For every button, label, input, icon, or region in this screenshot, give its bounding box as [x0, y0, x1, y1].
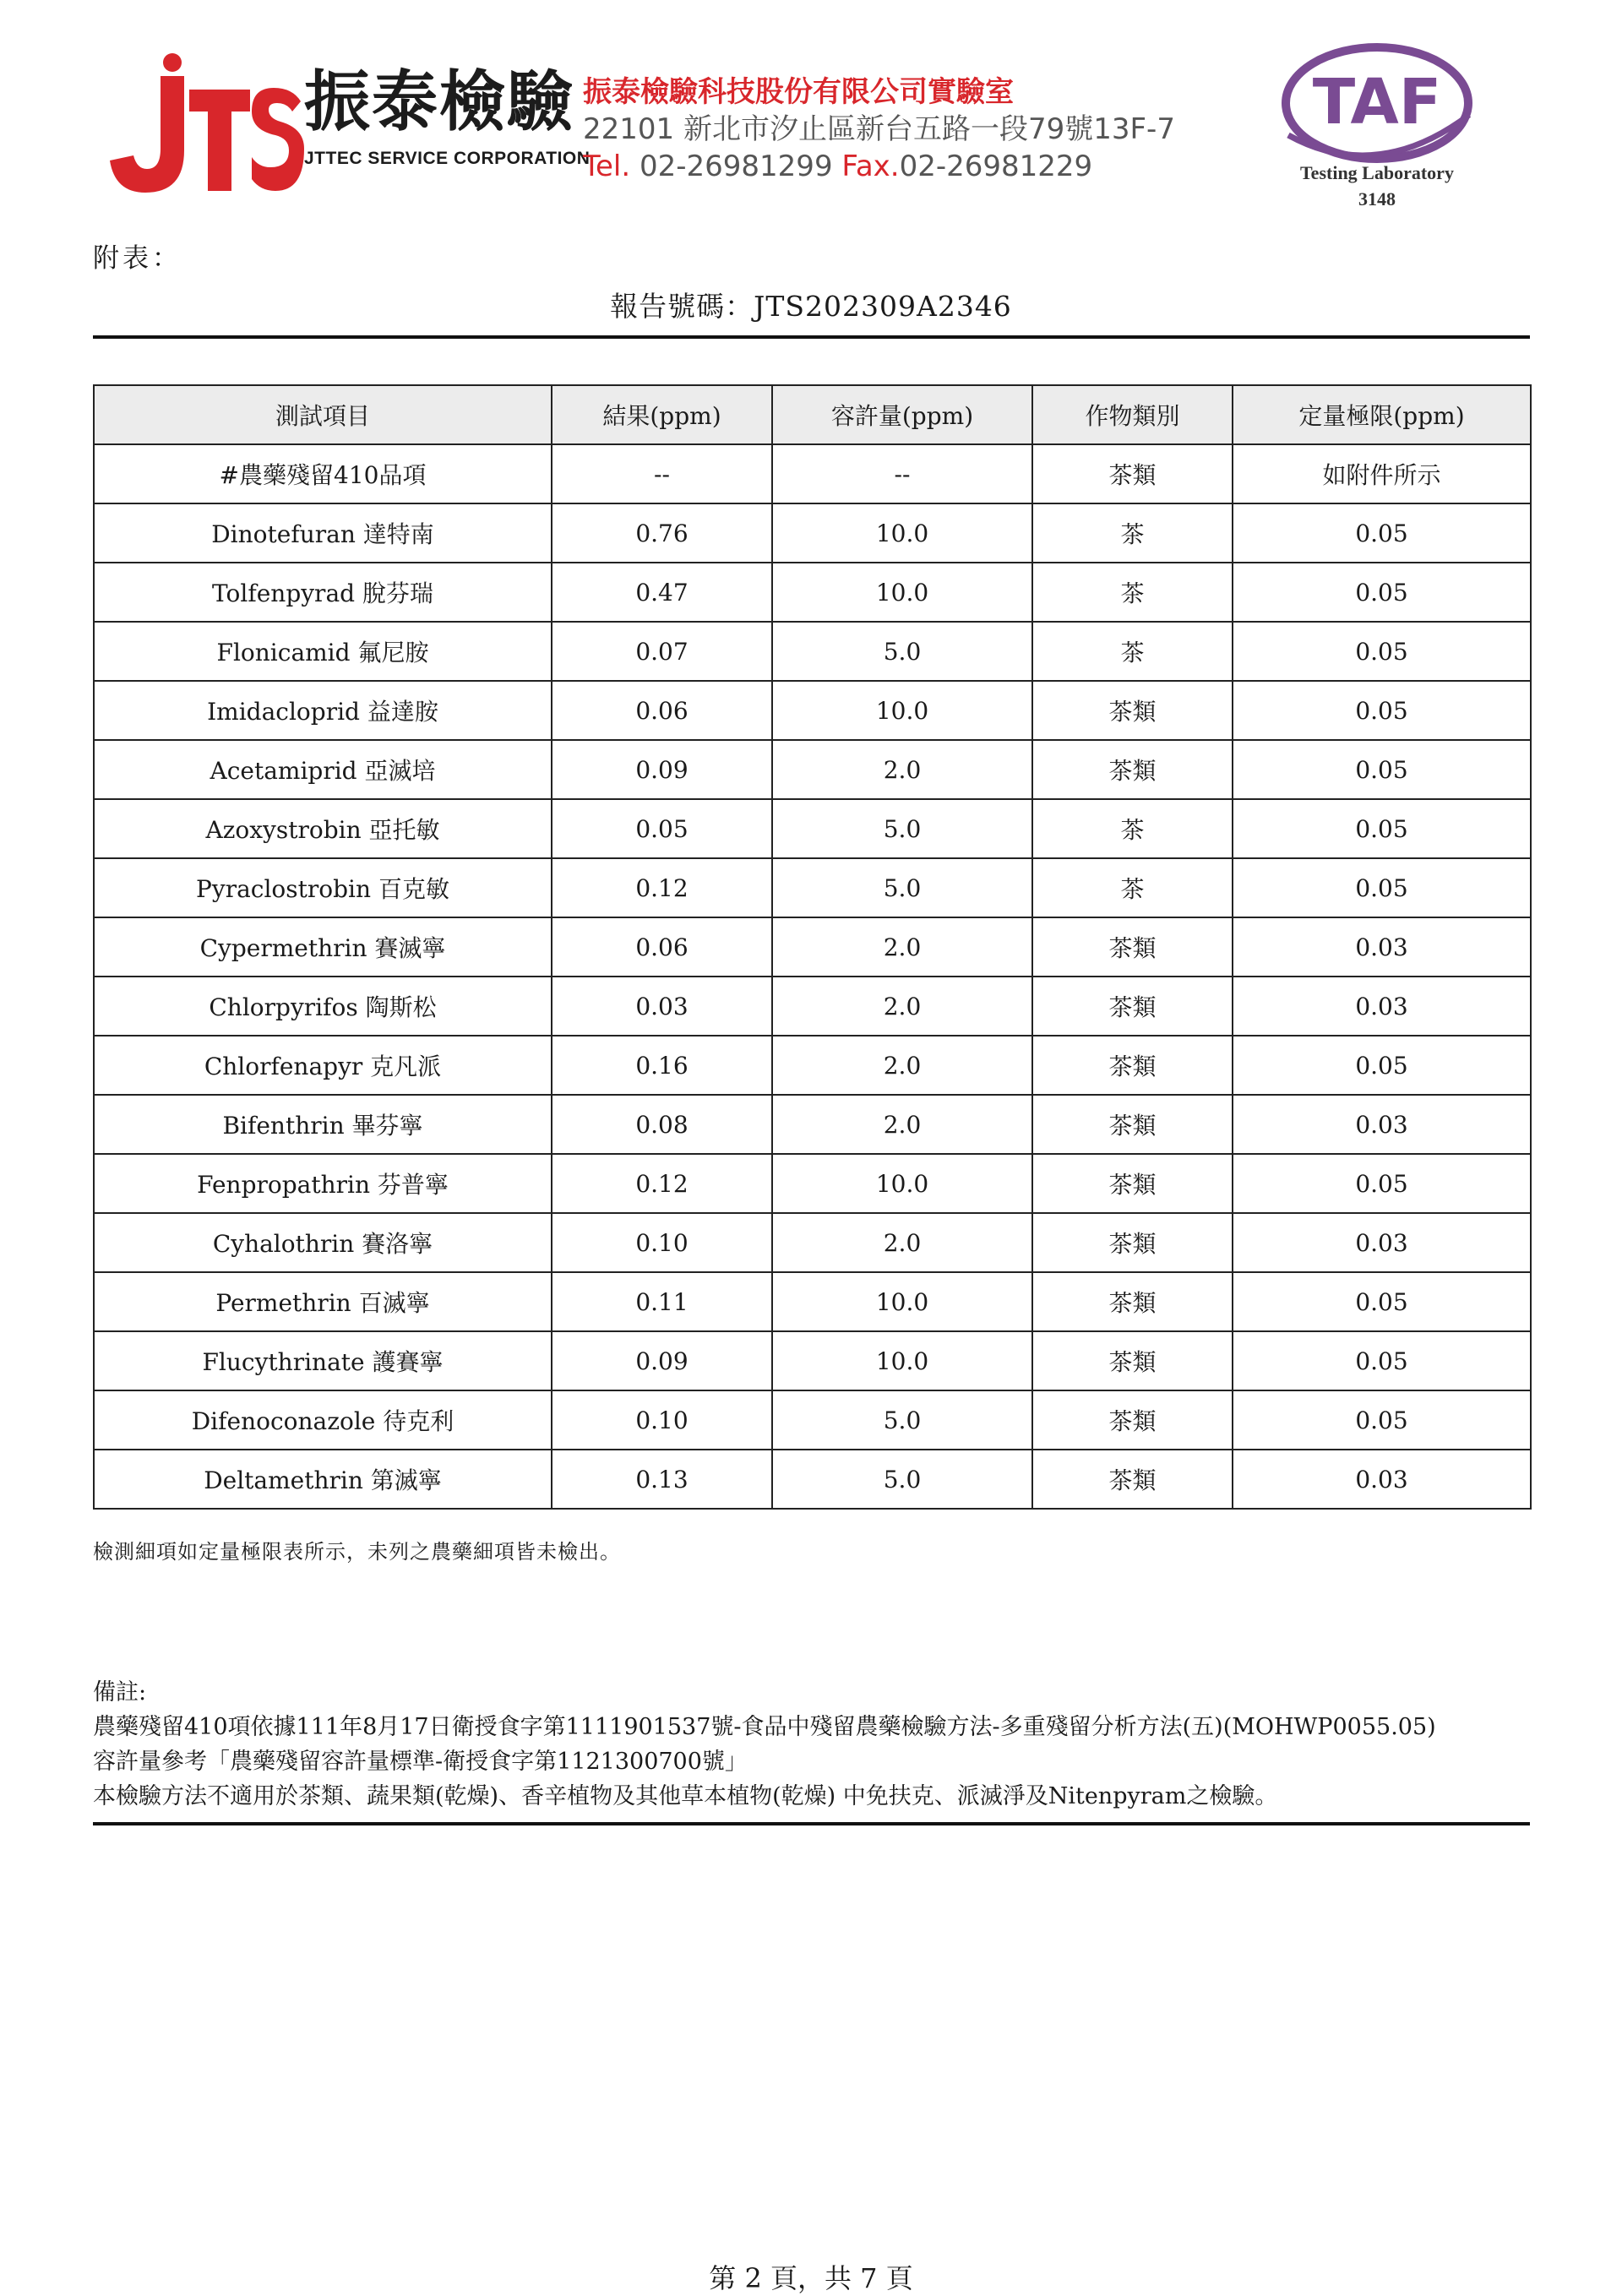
table-row: [94, 1272, 1531, 1331]
table-row: [94, 1450, 1531, 1509]
results-table: [93, 384, 1532, 1510]
cell-crop-category: 茶類: [1032, 1450, 1233, 1509]
cell-crop-category: 茶類: [1032, 1154, 1233, 1213]
cell-quantification-limit: 0.05: [1233, 563, 1531, 622]
remarks-line-exclusion: 本檢驗方法不適用於茶類、蔬果類(乾燥)、香辛植物及其他草本植物(乾燥) 中免扶克、派滅淨及Nitenpyram之檢驗。: [93, 1783, 1278, 1809]
cell-crop-category: 茶: [1032, 799, 1233, 858]
cell-quantification-limit: 0.05: [1233, 799, 1531, 858]
cell-result: 0.08: [552, 1095, 772, 1154]
header-crop-category: 作物類別: [1032, 385, 1233, 444]
cell-tolerance: 10.0: [772, 503, 1032, 563]
cell-tolerance: 10.0: [772, 681, 1032, 740]
cell-crop-category: 茶類: [1032, 917, 1233, 977]
cell-tolerance: 5.0: [772, 1450, 1032, 1509]
brand-name: 振泰檢驗: [304, 64, 575, 140]
cell-test-item: Difenoconazole 待克利: [94, 1390, 552, 1450]
taf-logo-text: TAF: [1312, 66, 1442, 139]
cell-test-item: Deltamethrin 第滅寧: [94, 1450, 552, 1509]
cell-test-item: Cyhalothrin 賽洛寧: [94, 1213, 552, 1272]
cell-tolerance: 2.0: [772, 1036, 1032, 1095]
header-test-item: 測試項目: [94, 385, 552, 444]
cell-test-item: Pyraclostrobin 百克敏: [94, 858, 552, 917]
cell-result: 0.16: [552, 1036, 772, 1095]
cell-quantification-limit: 0.03: [1233, 917, 1531, 977]
cell-test-item: Acetamiprid 亞滅培: [94, 740, 552, 799]
table-row: [94, 740, 1531, 799]
cell-crop-category: 茶類: [1032, 1095, 1233, 1154]
cell-result: 0.03: [552, 977, 772, 1036]
remarks-divider: [93, 1822, 1530, 1825]
cell-quantification-limit: 0.05: [1233, 681, 1531, 740]
table-row: [94, 977, 1531, 1036]
cell-test-item: Flucythrinate 護賽寧: [94, 1331, 552, 1390]
cell-result: 0.13: [552, 1450, 772, 1509]
cell-quantification-limit: 0.03: [1233, 977, 1531, 1036]
remarks-line-tolerance-reference: 容許量參考「農藥殘留容許量標準-衛授食字第1121300700號」: [93, 1749, 748, 1775]
taf-caption-text: Testing Laboratory: [1300, 162, 1454, 183]
cell-quantification-limit: 如附件所示: [1233, 444, 1531, 503]
company-block: [583, 74, 1225, 185]
taf-caption: [1250, 161, 1504, 213]
table-row: [94, 1331, 1531, 1390]
cell-test-item: Permethrin 百滅寧: [94, 1272, 552, 1331]
table-row: [94, 1036, 1531, 1095]
cell-quantification-limit: 0.05: [1233, 858, 1531, 917]
cell-test-item: #農藥殘留410品項: [94, 444, 552, 503]
cell-quantification-limit: 0.05: [1233, 1272, 1531, 1331]
cell-result: 0.09: [552, 1331, 772, 1390]
cell-test-item: Fenpropathrin 芬普寧: [94, 1154, 552, 1213]
cell-tolerance: 2.0: [772, 977, 1032, 1036]
table-row: [94, 858, 1531, 917]
cell-result: 0.10: [552, 1390, 772, 1450]
cell-crop-category: 茶: [1032, 503, 1233, 563]
table-header-row: [94, 385, 1531, 444]
fax-label: Fax.: [841, 149, 900, 183]
cell-quantification-limit: 0.03: [1233, 1213, 1531, 1272]
letterhead: [93, 34, 1529, 228]
cell-crop-category: 茶類: [1032, 740, 1233, 799]
cell-tolerance: 10.0: [772, 563, 1032, 622]
cell-result: 0.12: [552, 1154, 772, 1213]
taf-number: 3148: [1358, 188, 1396, 209]
cell-result: 0.76: [552, 503, 772, 563]
cell-result: 0.11: [552, 1272, 772, 1331]
cell-tolerance: 2.0: [772, 740, 1032, 799]
table-row: [94, 622, 1531, 681]
tel-number: 02-26981299: [639, 149, 833, 183]
cell-tolerance: --: [772, 444, 1032, 503]
jts-logo: [101, 51, 304, 211]
cell-tolerance: 10.0: [772, 1272, 1032, 1331]
cell-quantification-limit: 0.05: [1233, 1154, 1531, 1213]
company-address: 22101 新北市汐止區新台五路一段79號13F-7: [583, 112, 1175, 146]
cell-crop-category: 茶類: [1032, 1390, 1233, 1450]
cell-result: 0.06: [552, 681, 772, 740]
cell-tolerance: 2.0: [772, 1095, 1032, 1154]
table-row: [94, 503, 1531, 563]
tel-label: Tel.: [583, 149, 631, 183]
cell-quantification-limit: 0.05: [1233, 1036, 1531, 1095]
remarks-line-method: 農藥殘留410項依據111年8月17日衛授食字第1111901537號-食品中殘留農藥檢驗方法-多重殘留分析方法(五)(MOHWP0055.05): [93, 1714, 1436, 1740]
cell-quantification-limit: 0.03: [1233, 1450, 1531, 1509]
cell-result: 0.12: [552, 858, 772, 917]
cell-quantification-limit: 0.03: [1233, 1095, 1531, 1154]
cell-test-item: Chlorpyrifos 陶斯松: [94, 977, 552, 1036]
cell-test-item: Flonicamid 氟尼胺: [94, 622, 552, 681]
cell-quantification-limit: 0.05: [1233, 740, 1531, 799]
cell-tolerance: 2.0: [772, 1213, 1032, 1272]
page-number: 第 2 頁，共 7 頁: [709, 2262, 913, 2294]
cell-tolerance: 10.0: [772, 1331, 1032, 1390]
appendix-label: 附表：: [93, 243, 182, 274]
cell-tolerance: 10.0: [772, 1154, 1032, 1213]
cell-quantification-limit: 0.05: [1233, 1390, 1531, 1450]
cell-crop-category: 茶: [1032, 622, 1233, 681]
cell-crop-category: 茶類: [1032, 681, 1233, 740]
report-number: 報告號碼：JTS202309A2346: [610, 290, 1012, 323]
cell-test-item: Cypermethrin 賽滅寧: [94, 917, 552, 977]
header-result: 結果(ppm): [552, 385, 772, 444]
brand-subtitle: JTTEC SERVICE CORPORATION: [304, 149, 591, 168]
cell-crop-category: 茶類: [1032, 1213, 1233, 1272]
table-row: [94, 681, 1531, 740]
cell-crop-category: 茶類: [1032, 1331, 1233, 1390]
cell-test-item: Dinotefuran 達特南: [94, 503, 552, 563]
cell-quantification-limit: 0.05: [1233, 1331, 1531, 1390]
cell-tolerance: 5.0: [772, 799, 1032, 858]
fax-number: 02-26981229: [899, 149, 1093, 183]
company-name: 振泰檢驗科技股份有限公司實驗室: [583, 75, 1014, 109]
cell-result: 0.06: [552, 917, 772, 977]
cell-result: 0.09: [552, 740, 772, 799]
table-row: [94, 1213, 1531, 1272]
cell-tolerance: 2.0: [772, 917, 1032, 977]
cell-quantification-limit: 0.05: [1233, 622, 1531, 681]
remarks-title: 備註:: [93, 1679, 147, 1706]
cell-crop-category: 茶類: [1032, 1036, 1233, 1095]
cell-test-item: Tolfenpyrad 脫芬瑞: [94, 563, 552, 622]
remarks-section: [93, 1675, 1436, 1814]
cell-test-item: Chlorfenapyr 克凡派: [94, 1036, 552, 1095]
table-footnote: 檢測細項如定量極限表所示，未列之農藥細項皆未檢出。: [93, 1540, 621, 1564]
header-tolerance: 容許量(ppm): [772, 385, 1032, 444]
cell-test-item: Bifenthrin 畢芬寧: [94, 1095, 552, 1154]
table-row: [94, 917, 1531, 977]
cell-result: 0.05: [552, 799, 772, 858]
taf-accreditation: [1250, 34, 1504, 228]
cell-crop-category: 茶: [1032, 563, 1233, 622]
cell-quantification-limit: 0.05: [1233, 503, 1531, 563]
company-phone: [583, 148, 1225, 185]
cell-tolerance: 5.0: [772, 622, 1032, 681]
taf-logo: [1280, 34, 1474, 169]
cell-result: 0.10: [552, 1213, 772, 1272]
table-row: [94, 1095, 1531, 1154]
cell-tolerance: 5.0: [772, 1390, 1032, 1450]
table-row: [94, 444, 1531, 503]
cell-crop-category: 茶類: [1032, 977, 1233, 1036]
cell-crop-category: 茶類: [1032, 444, 1233, 503]
cell-result: --: [552, 444, 772, 503]
cell-crop-category: 茶: [1032, 858, 1233, 917]
header-divider: [93, 335, 1530, 339]
table-row: [94, 1390, 1531, 1450]
table-row: [94, 799, 1531, 858]
cell-test-item: Azoxystrobin 亞托敏: [94, 799, 552, 858]
header-quantification-limit: 定量極限(ppm): [1233, 385, 1531, 444]
cell-tolerance: 5.0: [772, 858, 1032, 917]
table-row: [94, 563, 1531, 622]
table-row: [94, 1154, 1531, 1213]
cell-result: 0.47: [552, 563, 772, 622]
cell-result: 0.07: [552, 622, 772, 681]
cell-crop-category: 茶類: [1032, 1272, 1233, 1331]
cell-test-item: Imidacloprid 益達胺: [94, 681, 552, 740]
